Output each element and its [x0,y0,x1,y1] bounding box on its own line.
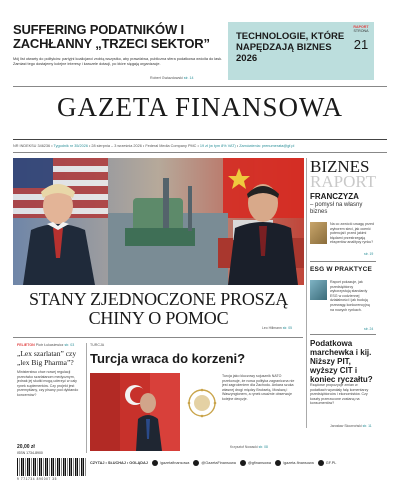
divider [13,139,387,140]
esg-page-ref: str. 24 [364,327,374,331]
linkedin-icon [275,460,281,466]
hero-author-page: str. 05 [282,326,292,330]
instagram-handle: @gfinansowa [247,461,271,465]
barcode [17,458,87,476]
emblem-icon [186,373,218,433]
tax-author-name: Jarosław Skowroński [330,424,362,428]
esg-page [364,327,373,331]
divider [310,261,376,262]
x-icon [193,460,199,466]
turkey-body: Turcja jako kluczowy sojusznik NATO przekonuje, że nowa polityka zagraniczna nie jest zagrożeniem dla Zachodu. Ankara szuka własnej drogi między Brukselą, Moskwą i Waszyngtonem, a rynek uważnie obserwuje kolejne decyzje. [222,374,295,401]
instagram-icon [240,460,246,466]
turkey-illustration [90,373,180,451]
turkey-kicker: TURCJA [90,343,105,347]
x-link[interactable] [193,460,235,466]
divider [310,334,376,335]
raport-title[interactable]: RAPORT [310,172,377,191]
website-handle: GF.PL [325,461,337,465]
facebook-link[interactable] [152,460,190,466]
barcode-number: 9 771734 890007 35 [17,477,58,481]
column-kicker-page: str. 03 [64,343,75,347]
franchise-headline[interactable]: FRANCZYZA [310,192,359,201]
issue-meta: NR INDEKSU 346236 • Tygodnik nr 35/2026 • 28 sierpnia – 3 września 2026 • Federal Media Company PMC • 19 zł (w tym 8% VAT) • Zamówienia: prenumerata@gf.pl [13,144,295,148]
franchise-photo [310,222,327,244]
instagram-link[interactable] [240,460,271,466]
website-link[interactable] [318,460,337,466]
promo-kicker-line2: STRONA [353,29,369,33]
turkey-headline[interactable]: Turcja wraca do korzeni? [90,351,246,366]
facebook-icon [152,460,158,466]
facebook-handle: /gazetafinansowa [159,461,190,465]
franchise-page [364,252,373,256]
issue-slogan: Zamówienia: prenumerata@gf.pl [239,144,295,148]
column-kicker [17,343,74,347]
turkey-author-name: Krzysztof Nowacki [230,445,258,449]
promo-title[interactable]: TECHNOLOGIE, KTÓRE NAPĘDZAJĄ BIZNES 2026 [236,31,345,64]
issue-dates: 28 sierpnia – 3 września 2026 [91,144,142,148]
turkey-author [230,445,268,449]
biznes-title[interactable]: BIZNES [310,157,370,176]
divider [13,152,387,153]
franchise-body: Na co zwrócić uwagę przed wyborem sieci, jak ocenić potencjał i przed jakimi błędami przestrzegają ekspertów analitycy rynku? [330,222,374,245]
divider [13,337,303,338]
footer-social [90,458,380,468]
top-author-page: str. 14 [183,76,194,80]
top-lead: Mój list otwarty do polityków: partyjni koalicjanci zrobią wszystko, aby prawdziwa, publiczna sfera podatkowa wróciła do łask. Zamiast tego dostajemy kolejne interesy i karuzele dotacji, po które sięgają organizacje. [13,57,223,66]
hero-author-name: Leo Hillmann [262,326,282,330]
column-divider [86,343,87,453]
promo-kicker-line1: RAPORT [353,25,369,29]
column-kicker-label: FELIETON [17,343,35,347]
issn: ISSN 1734-8900 [17,451,43,455]
tax-body: Rządowe propozycje zmian w podatkach wywołały falę komentarzy przedsiębiorców i ekonomistów. Czy koszty przerzucone zostaną na konsumentów? [310,383,369,406]
price-badge: 20,00 zł [17,444,35,450]
franchise-subhead[interactable]: – pomysł na własny biznes [310,202,363,215]
column-body: Ministerstwo chce nowej regulacji przeciwko szarlatanom medycznym, jednak jej skutki mogą uderzyć w cały rynek suplementów. Czy projekt jest przemyślany, czy pisany pod dyktando koncernów? [17,370,79,397]
esg-section-label[interactable]: ESG W PRAKTYCE [310,266,373,273]
tax-headline[interactable]: Podatkowa marchewka i kij. Niższy PIT, wyższy CIT i koniec ryczałtu? [310,339,373,384]
footer-tagline: CZYTAJ • SŁUCHAJ • OGLĄDAJ [90,461,148,465]
issue-number: NR INDEKSU 346236 [13,144,51,148]
turkey-photo[interactable] [90,373,180,451]
promo-page-number: 21 [353,37,369,52]
franchise-page-ref: str. 19 [364,252,374,256]
x-handle: @GazetaFinansowa [201,461,236,465]
column-kicker-author: Piotr Łukasiewicz [35,343,64,347]
esg-photo [310,280,327,300]
turkey-author-page: str. 08 [258,445,268,449]
turkey-emblem [186,373,218,433]
top-headline[interactable]: SUFFERING PODATNIKÓW I ZACHŁANNY „TRZECI SEKTOR” [13,22,210,51]
hero-photo[interactable] [13,158,304,285]
globe-icon [318,460,324,466]
column-divider [306,158,307,428]
tax-author [330,424,372,428]
masthead[interactable]: GAZETA FINANSOWA [56,92,344,122]
issue-price: 19 zł (w tym 8% VAT) [199,144,236,148]
column-headline[interactable]: „Lex szarlatan” czy „lex Big Pharma”? [17,349,77,367]
issue-frequency: Tygodnik nr 35/2026 [53,144,88,148]
esg-body: Raport pokazuje, jak przedsiębiorcy wykorzystują standardy ESG w codziennej działalności i jak budują przewagę konkurencyjną na nowych rynkach. [330,280,370,312]
linkedin-link[interactable] [275,460,314,466]
divider [13,86,387,87]
top-author-name: Robert Gwiazdowski [150,76,183,80]
issue-publisher: Federal Media Company PMC [145,144,197,148]
hero-illustration [13,158,304,285]
hero-headline[interactable]: STANY ZJEDNOCZONE PROSZĄ CHINY O POMOC [28,289,289,328]
linkedin-handle: /gazeta-finansowa [282,461,314,465]
hero-author [262,326,292,330]
top-author [150,76,194,80]
tax-author-page: str. 11 [362,424,372,428]
promo-kicker [352,25,370,33]
